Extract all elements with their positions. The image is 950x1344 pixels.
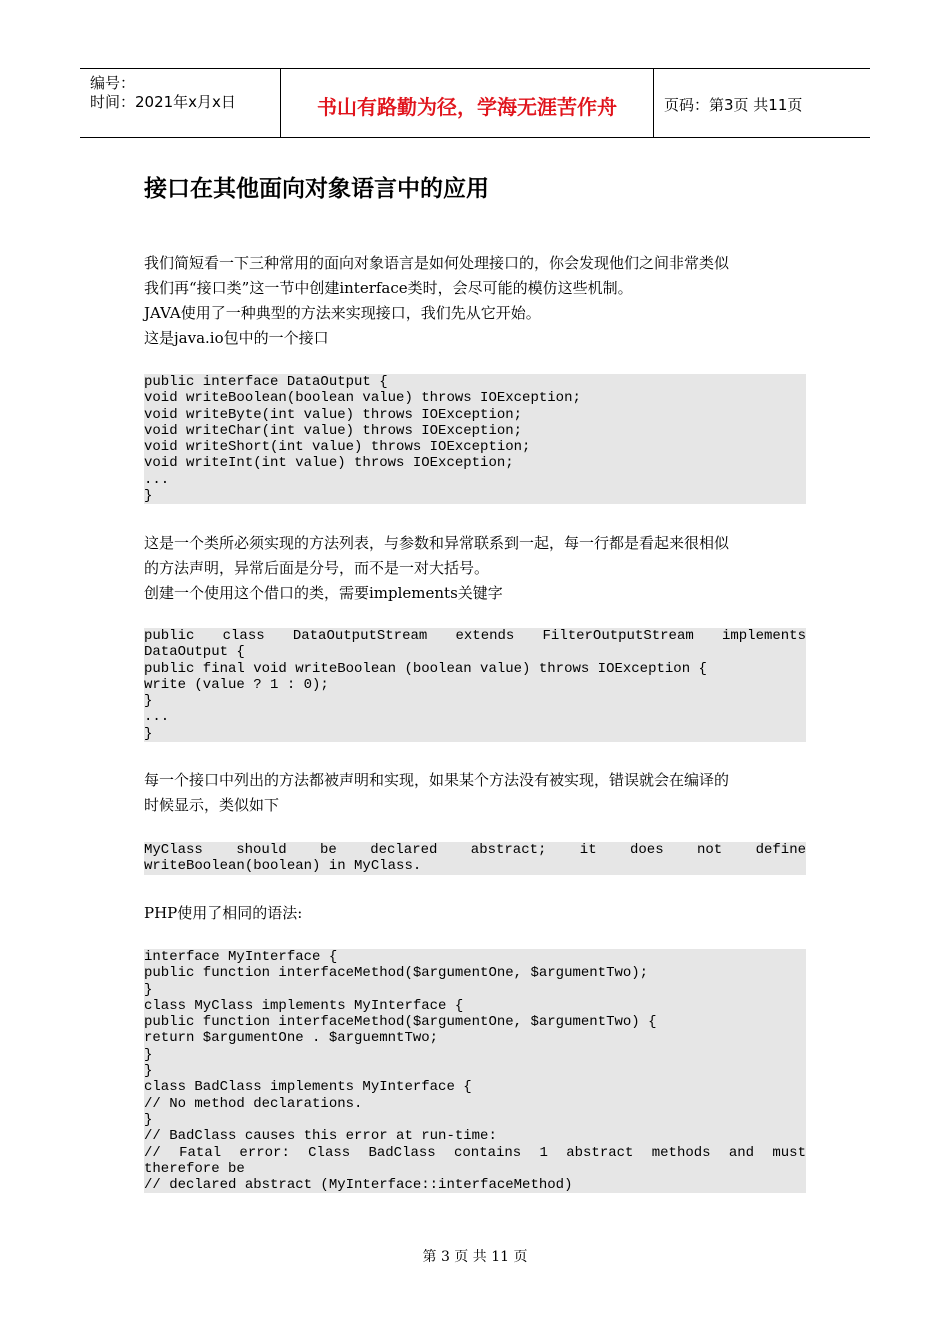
code-line: class BadClass implements MyInterface { <box>144 1079 472 1096</box>
page-header <box>80 68 870 138</box>
text-line: 我们再“接口类”这一节中创建interface类时，会尽可能的模仿这些机制。 <box>144 279 633 297</box>
code-line: public class DataOutputStream extends FilterOutputStream implements <box>144 628 806 644</box>
paragraph-intro <box>144 251 806 351</box>
paragraph-php <box>144 901 806 926</box>
code-line: // declared abstract (MyInterface::interfaceMethod) <box>144 1177 573 1194</box>
code-block-java-class <box>144 628 806 742</box>
code-line: } <box>144 1111 153 1128</box>
code-line: } <box>144 1046 153 1063</box>
text-line: 我们简短看一下三种常用的面向对象语言是如何处理接口的，你会发现他们之间非常类似 <box>144 254 730 272</box>
code-line: public function interfaceMethod($argumentOne, $argumentTwo); <box>144 965 649 982</box>
code-line: MyClass should be declared abstract; it does not define <box>144 842 806 858</box>
header-motto-cell <box>281 69 654 137</box>
code-line: } <box>144 725 153 742</box>
page-footer: 第 3 页 共 11 页 <box>422 1249 528 1265</box>
code-line: void writeInt(int value) throws IOException; <box>144 455 514 472</box>
paragraph-compile-error <box>144 768 806 818</box>
code-line: interface MyInterface { <box>144 949 338 965</box>
code-line: public final void writeBoolean (boolean value) throws IOException { <box>144 660 707 677</box>
code-line: void writeChar(int value) throws IOException; <box>144 422 523 439</box>
text-line: 创建一个使用这个借口的类，需要implements关键字 <box>144 584 503 602</box>
code-line: } <box>144 488 153 505</box>
code-line: public function interfaceMethod($argumentOne, $argumentTwo) { <box>144 1014 657 1031</box>
code-line: ... <box>144 471 170 488</box>
text-line: JAVA使用了一种典型的方法来实现接口，我们先从它开始。 <box>144 304 541 322</box>
header-page-cell <box>654 69 870 137</box>
code-line: public interface DataOutput { <box>144 374 388 390</box>
text-line: PHP使用了相同的语法: <box>144 904 303 922</box>
page-info: 页码：第3页 共11页 <box>664 96 803 114</box>
code-line: void writeByte(int value) throws IOException; <box>144 406 523 423</box>
code-line: DataOutput { <box>144 644 245 661</box>
code-line: } <box>144 981 153 998</box>
header-meta-cell <box>80 69 281 137</box>
date-label: 时间：2021年x月x日 <box>90 93 236 111</box>
code-line: void writeShort(int value) throws IOException; <box>144 439 531 456</box>
text-line: 这是一个类所必须实现的方法列表，与参数和异常联系到一起，每一行都是看起来很相似 <box>144 534 730 552</box>
text-line: 这是java.io包中的一个接口 <box>144 329 329 347</box>
section-title: 接口在其他面向对象语言中的应用 <box>144 176 489 202</box>
code-line: therefore be <box>144 1160 245 1177</box>
motto-text: 书山有路勤为径，学海无涯苦作舟 <box>317 95 617 119</box>
code-block-error-message <box>144 842 806 875</box>
code-line: ... <box>144 709 170 726</box>
code-block-java-interface <box>144 374 806 504</box>
text-line: 每一个接口中列出的方法都被声明和实现，如果某个方法没有被实现，错误就会在编译的 <box>144 771 730 789</box>
paragraph-method-list <box>144 531 806 606</box>
code-line: write (value ? 1 : 0); <box>144 676 329 693</box>
text-line: 时候显示，类似如下 <box>144 796 280 814</box>
code-line: // Fatal error: Class BadClass contains 1 abstract methods and must <box>144 1144 806 1161</box>
serial-label: 编号： <box>90 74 136 92</box>
code-line: return $argumentOne . $arguemntTwo; <box>144 1030 439 1047</box>
code-line: writeBoolean(boolean) in MyClass. <box>144 858 422 875</box>
code-line: } <box>144 1063 153 1080</box>
code-line: class MyClass implements MyInterface { <box>144 997 464 1014</box>
code-block-php <box>144 949 806 1193</box>
code-line: void writeBoolean(boolean value) throws IOException; <box>144 390 581 407</box>
code-line: } <box>144 693 153 710</box>
text-line: 的方法声明，异常后面是分号，而不是一对大括号。 <box>144 559 490 577</box>
code-line: // No method declarations. <box>144 1095 363 1112</box>
code-line: // BadClass causes this error at run-time: <box>144 1128 497 1145</box>
